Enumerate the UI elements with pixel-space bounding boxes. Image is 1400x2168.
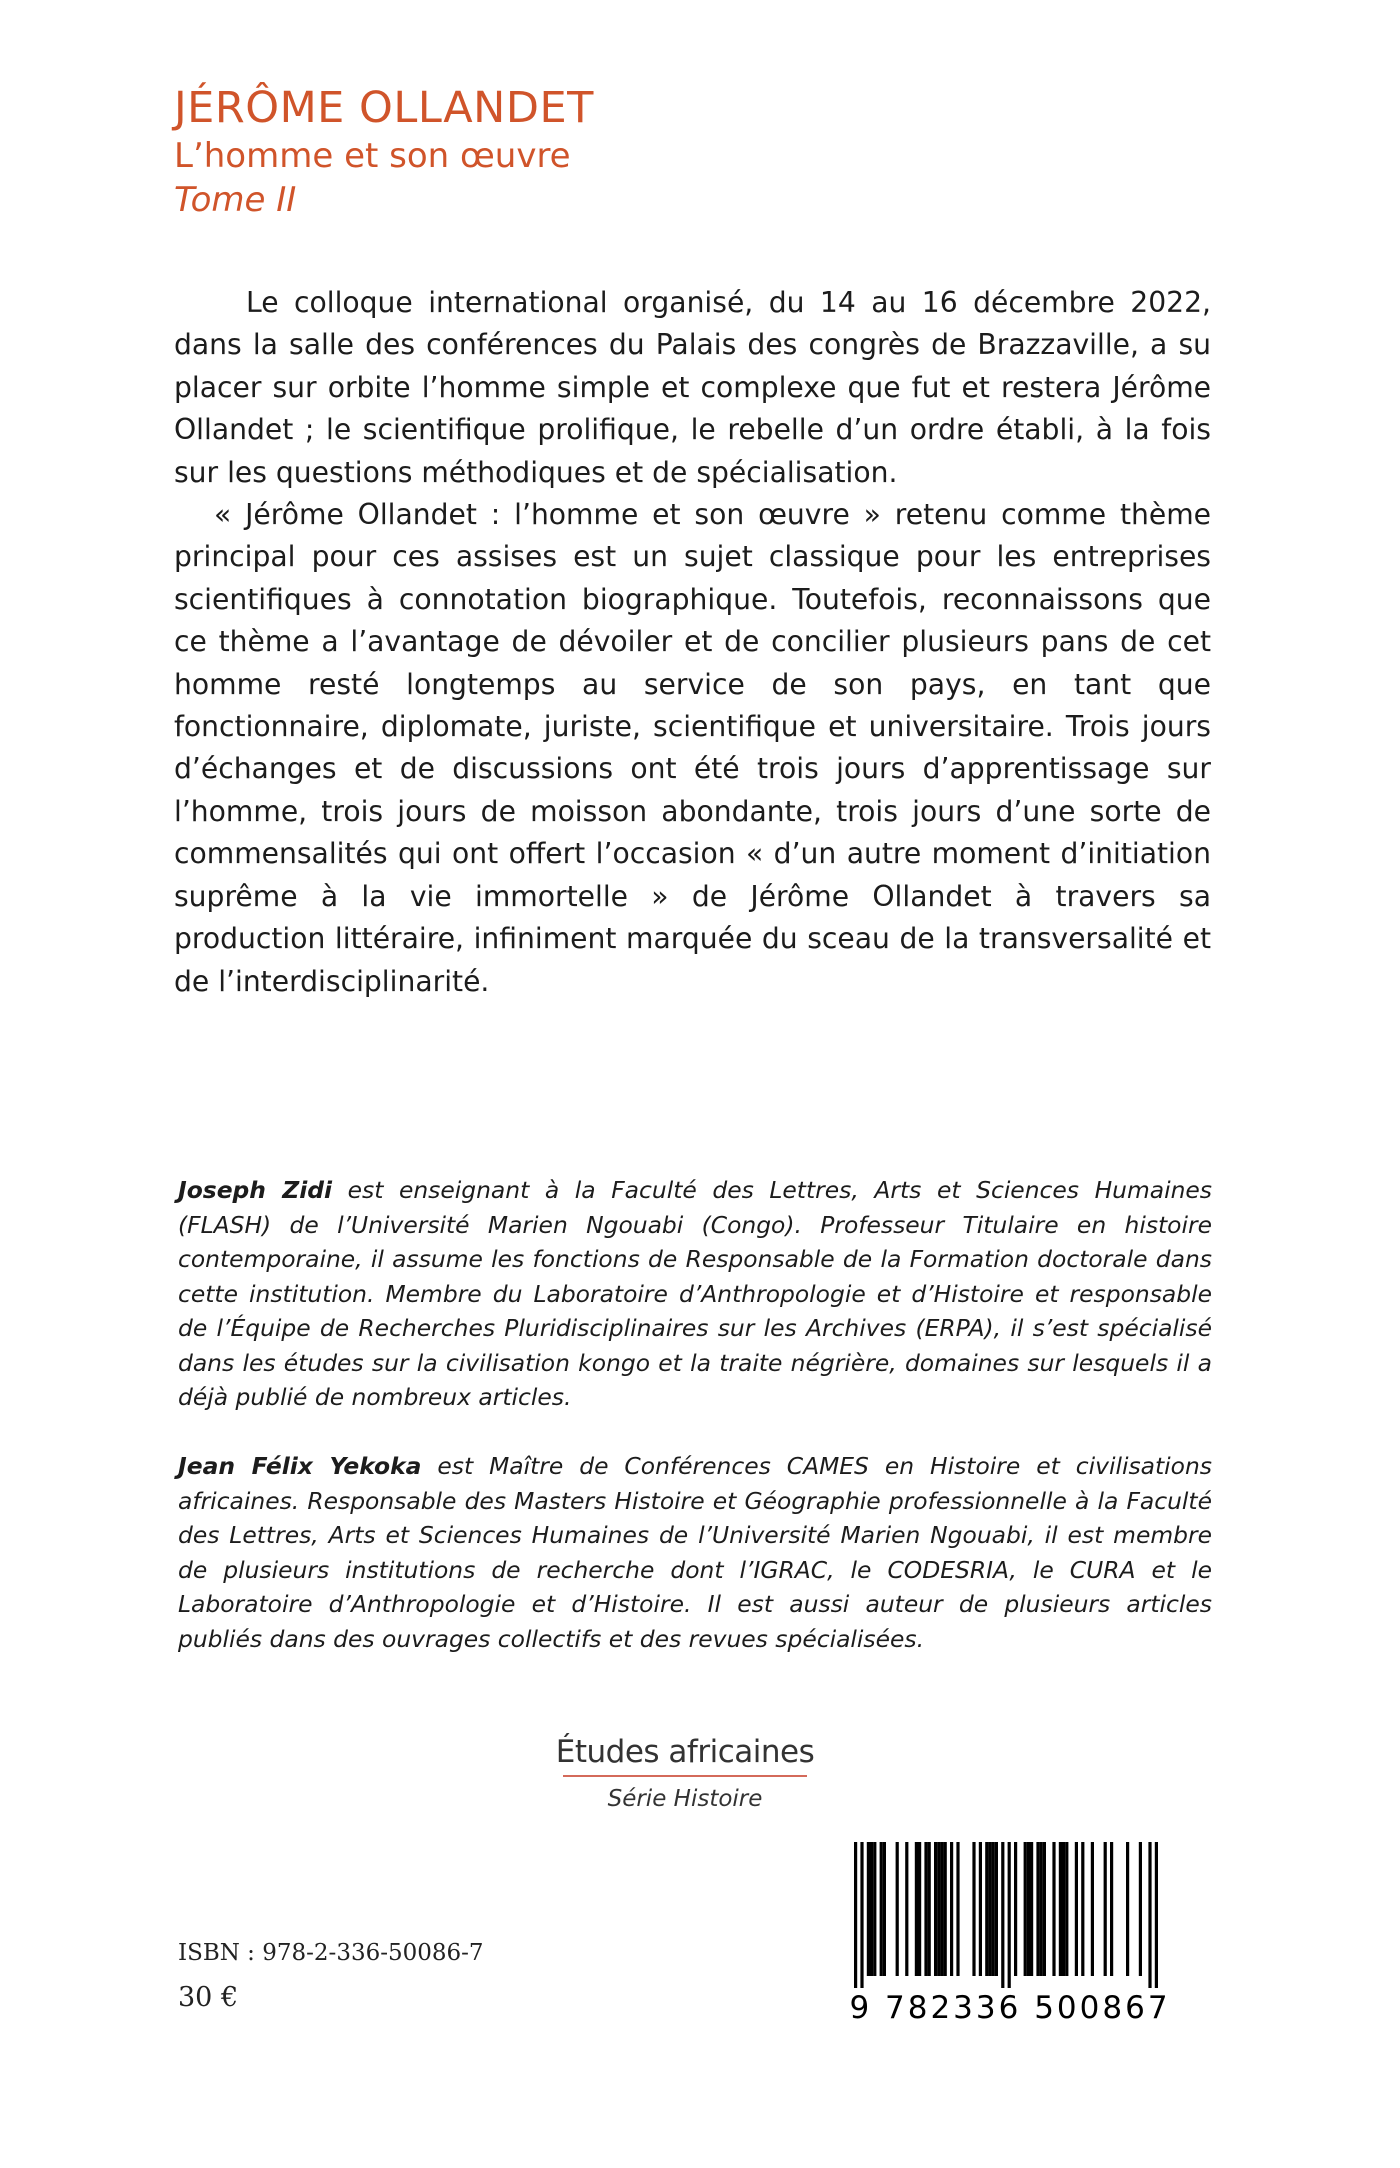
barcode-bar-24 [995, 1842, 998, 1976]
barcode-bar-29 [1027, 1842, 1030, 1976]
barcode-bar-11 [924, 1842, 927, 1976]
author-bio-1 [178, 1173, 1212, 1415]
barcode-bar-44 [1139, 1842, 1142, 1976]
series-divider [563, 1775, 807, 1777]
barcode-digits: 9 782336 500867 [849, 1990, 1171, 2026]
barcode-bars [822, 1842, 1198, 1988]
barcode-bar-15 [940, 1842, 943, 1976]
series-logo [545, 1732, 825, 1815]
barcode-bar-10 [918, 1842, 921, 1976]
author-bio-text-2: est Maître de Conférences CAMES en Histoire et civilisations africaines. Responsable des Masters Histoire et Géographie professionnelle à la Faculté des Lettres, Arts et Sciences Humaines de l’Université Marien Ngouabi, il est membre de plusieurs institutions de recherche dont l’IGRAC, le CODESRIA, le CURA et le Laboratoire d’Anthropologie et d’Histoire. Il est aussi auteur de plusieurs articles publiés dans des ouvrages collectifs et des revues spécialisées. [178, 1452, 1212, 1653]
barcode-bar-33 [1043, 1842, 1046, 1976]
barcode-bar-2 [867, 1842, 870, 1976]
barcode-bar-3 [870, 1842, 873, 1976]
book-title: JÉRÔME OLLANDET [174, 83, 594, 133]
isbn-text: ISBN : 978-2-336-50086-7 [178, 1940, 484, 1966]
barcode-bar-21 [985, 1842, 988, 1976]
book-volume: Tome II [174, 180, 297, 220]
barcode-bar-46 [1155, 1842, 1158, 1988]
barcode-bar-37 [1065, 1842, 1068, 1976]
barcode-bar-23 [992, 1842, 995, 1976]
series-name: Études africaines [555, 1734, 815, 1770]
author-name-1: Joseph Zidi [178, 1176, 333, 1204]
barcode-bar-9 [915, 1842, 918, 1976]
barcode-bar-32 [1040, 1842, 1043, 1976]
barcode-bar-22 [988, 1842, 991, 1976]
barcode-bar-18 [956, 1842, 959, 1976]
barcode-bar-14 [937, 1842, 940, 1976]
barcode-bar-13 [934, 1842, 937, 1976]
author-bio-text-1: est enseignant à la Faculté des Lettres, Arts et Sciences Humaines (FLASH) de l’Université Marien Ngouabi (Congo). Professeur Titulaire en histoire contemporaine, il assume les fonctions de Responsable de la Formation doctorale dans cette institution. Membre du Laboratoire d’Anthropologie et d’Histoire et responsable de l’Équipe de Recherches Pluridisciplinaires sur les Archives (ERPA), il s’est spécialisé dans les études sur la civilisation kongo et la traite négrière, domaines sur lesquels il a déjà publié de nombreux articles. [178, 1176, 1212, 1411]
barcode-bar-4 [873, 1842, 876, 1976]
barcode-bar-27 [1014, 1842, 1017, 1976]
barcode-bar-34 [1052, 1842, 1055, 1976]
barcode-bar-20 [979, 1842, 982, 1976]
barcode-bar-35 [1059, 1842, 1062, 1976]
barcode-bar-41 [1104, 1842, 1107, 1976]
barcode-bar-36 [1062, 1842, 1065, 1976]
barcode-bar-25 [1001, 1842, 1004, 1988]
barcode-bar-43 [1126, 1842, 1129, 1976]
barcode-bar-0 [854, 1842, 857, 1988]
barcode-bar-8 [905, 1842, 908, 1976]
barcode-bar-38 [1075, 1842, 1078, 1976]
barcode-bar-5 [880, 1842, 883, 1976]
author-bio-2 [178, 1449, 1212, 1656]
title-block [174, 82, 594, 222]
series-subtitle: Série Histoire [607, 1786, 763, 1812]
barcode-bar-40 [1091, 1842, 1094, 1976]
barcode [822, 1842, 1198, 2028]
book-subtitle: L’homme et son œuvre [174, 136, 571, 176]
blurb-paragraph-1: Le colloque international organisé, du 14 au 16 décembre 2022, dans la salle des conférences du Palais des congrès de Brazzaville, a su placer sur orbite l’homme simple et complexe que fut et restera Jérôme Ollandet ; le scientifique prolifique, le rebelle d’un ordre établi, à la fois sur les questions méthodiques et de spécialisation. [174, 286, 1211, 489]
barcode-bar-45 [1148, 1842, 1151, 1988]
barcode-bar-30 [1030, 1842, 1033, 1976]
barcode-bar-17 [950, 1842, 953, 1976]
barcode-bar-1 [860, 1842, 863, 1988]
barcode-bar-7 [896, 1842, 899, 1976]
barcode-bar-26 [1008, 1842, 1011, 1988]
barcode-bar-12 [928, 1842, 931, 1976]
barcode-bar-42 [1110, 1842, 1113, 1976]
barcode-bar-39 [1081, 1842, 1084, 1976]
blurb-text [174, 282, 1211, 1003]
barcode-bar-19 [972, 1842, 975, 1976]
barcode-bar-28 [1024, 1842, 1027, 1976]
blurb-paragraph-2: « Jérôme Ollandet : l’homme et son œuvre » retenu comme thème principal pour ces assises est un sujet classique pour les entreprises scientifiques à connotation biographique. Toutefois, reconnaissons que ce thème a l’avantage de dévoiler et de concilier plusieurs pans de cet homme resté longtemps au service de son pays, en tant que fonctionnaire, diplomate, juriste, scientifique et universitaire. Trois jours d’échanges et de discussions ont été trois jours d’apprentissage sur l’homme, trois jours de moisson abondante, trois jours d’une sorte de commensalités qui ont offert l’occasion « d’un autre moment d’initiation suprême à la vie immortelle » de Jérôme Ollandet à travers sa production littéraire, infiniment marquée du sceau de la transversalité et de l’interdisciplinarité. [174, 498, 1211, 998]
barcode-bar-6 [883, 1842, 886, 1976]
barcode-bar-16 [944, 1842, 947, 1976]
barcode-bar-31 [1036, 1842, 1039, 1976]
author-name-2: Jean Félix Yekoka [178, 1452, 422, 1480]
price-text: 30 € [178, 1982, 239, 2013]
